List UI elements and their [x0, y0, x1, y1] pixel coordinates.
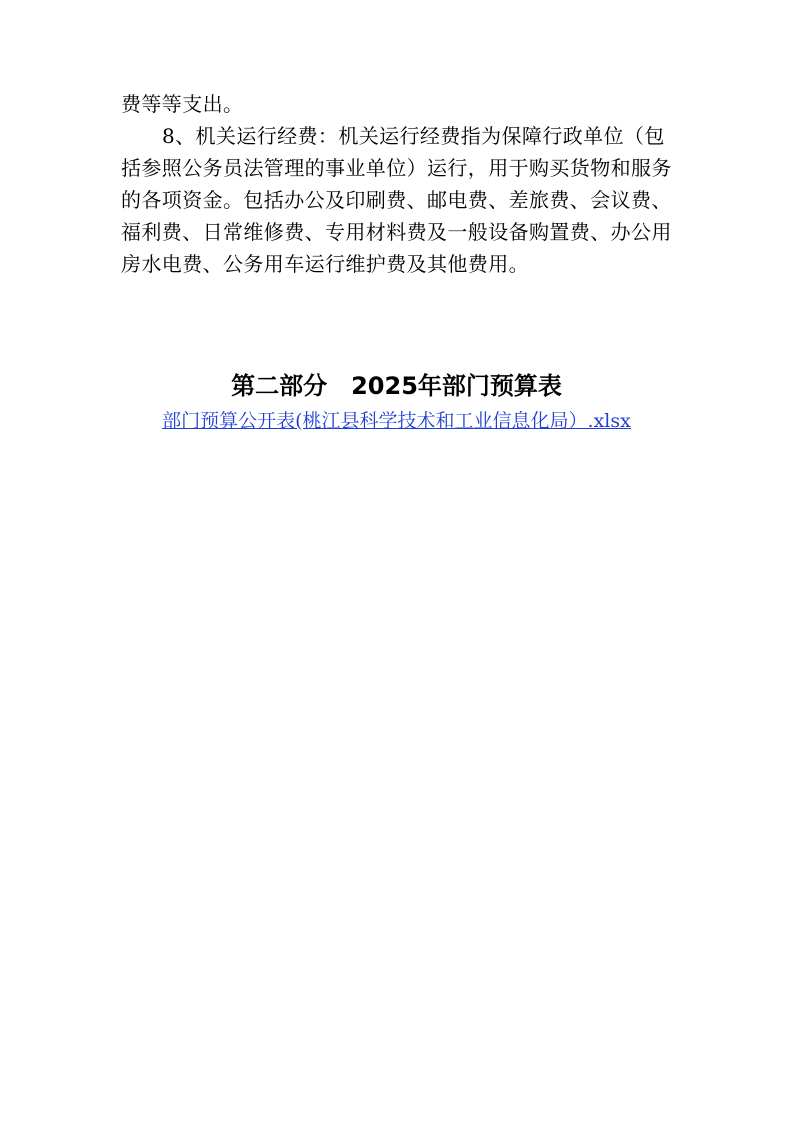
- paragraph-expenditure-end: 费等等支出。: [121, 92, 244, 116]
- section-title: 第二部分 2025年部门预算表: [231, 372, 562, 400]
- attachment-link[interactable]: 部门预算公开表(桃江县科学技术和工业信息化局）.xlsx: [162, 410, 631, 432]
- paragraph-operating-expenses: 8、机关运行经费：机关运行经费指为保障行政单位（包括参照公务员法管理的事业单位）运行，用于购买货物和服务的各项资金。包括办公及印刷费、邮电费、差旅费、会议费、福利费、日常维修费、专用材料费及一般设备购置费、办公用房水电费、公务用车运行维护费及其他费用。: [121, 124, 672, 276]
